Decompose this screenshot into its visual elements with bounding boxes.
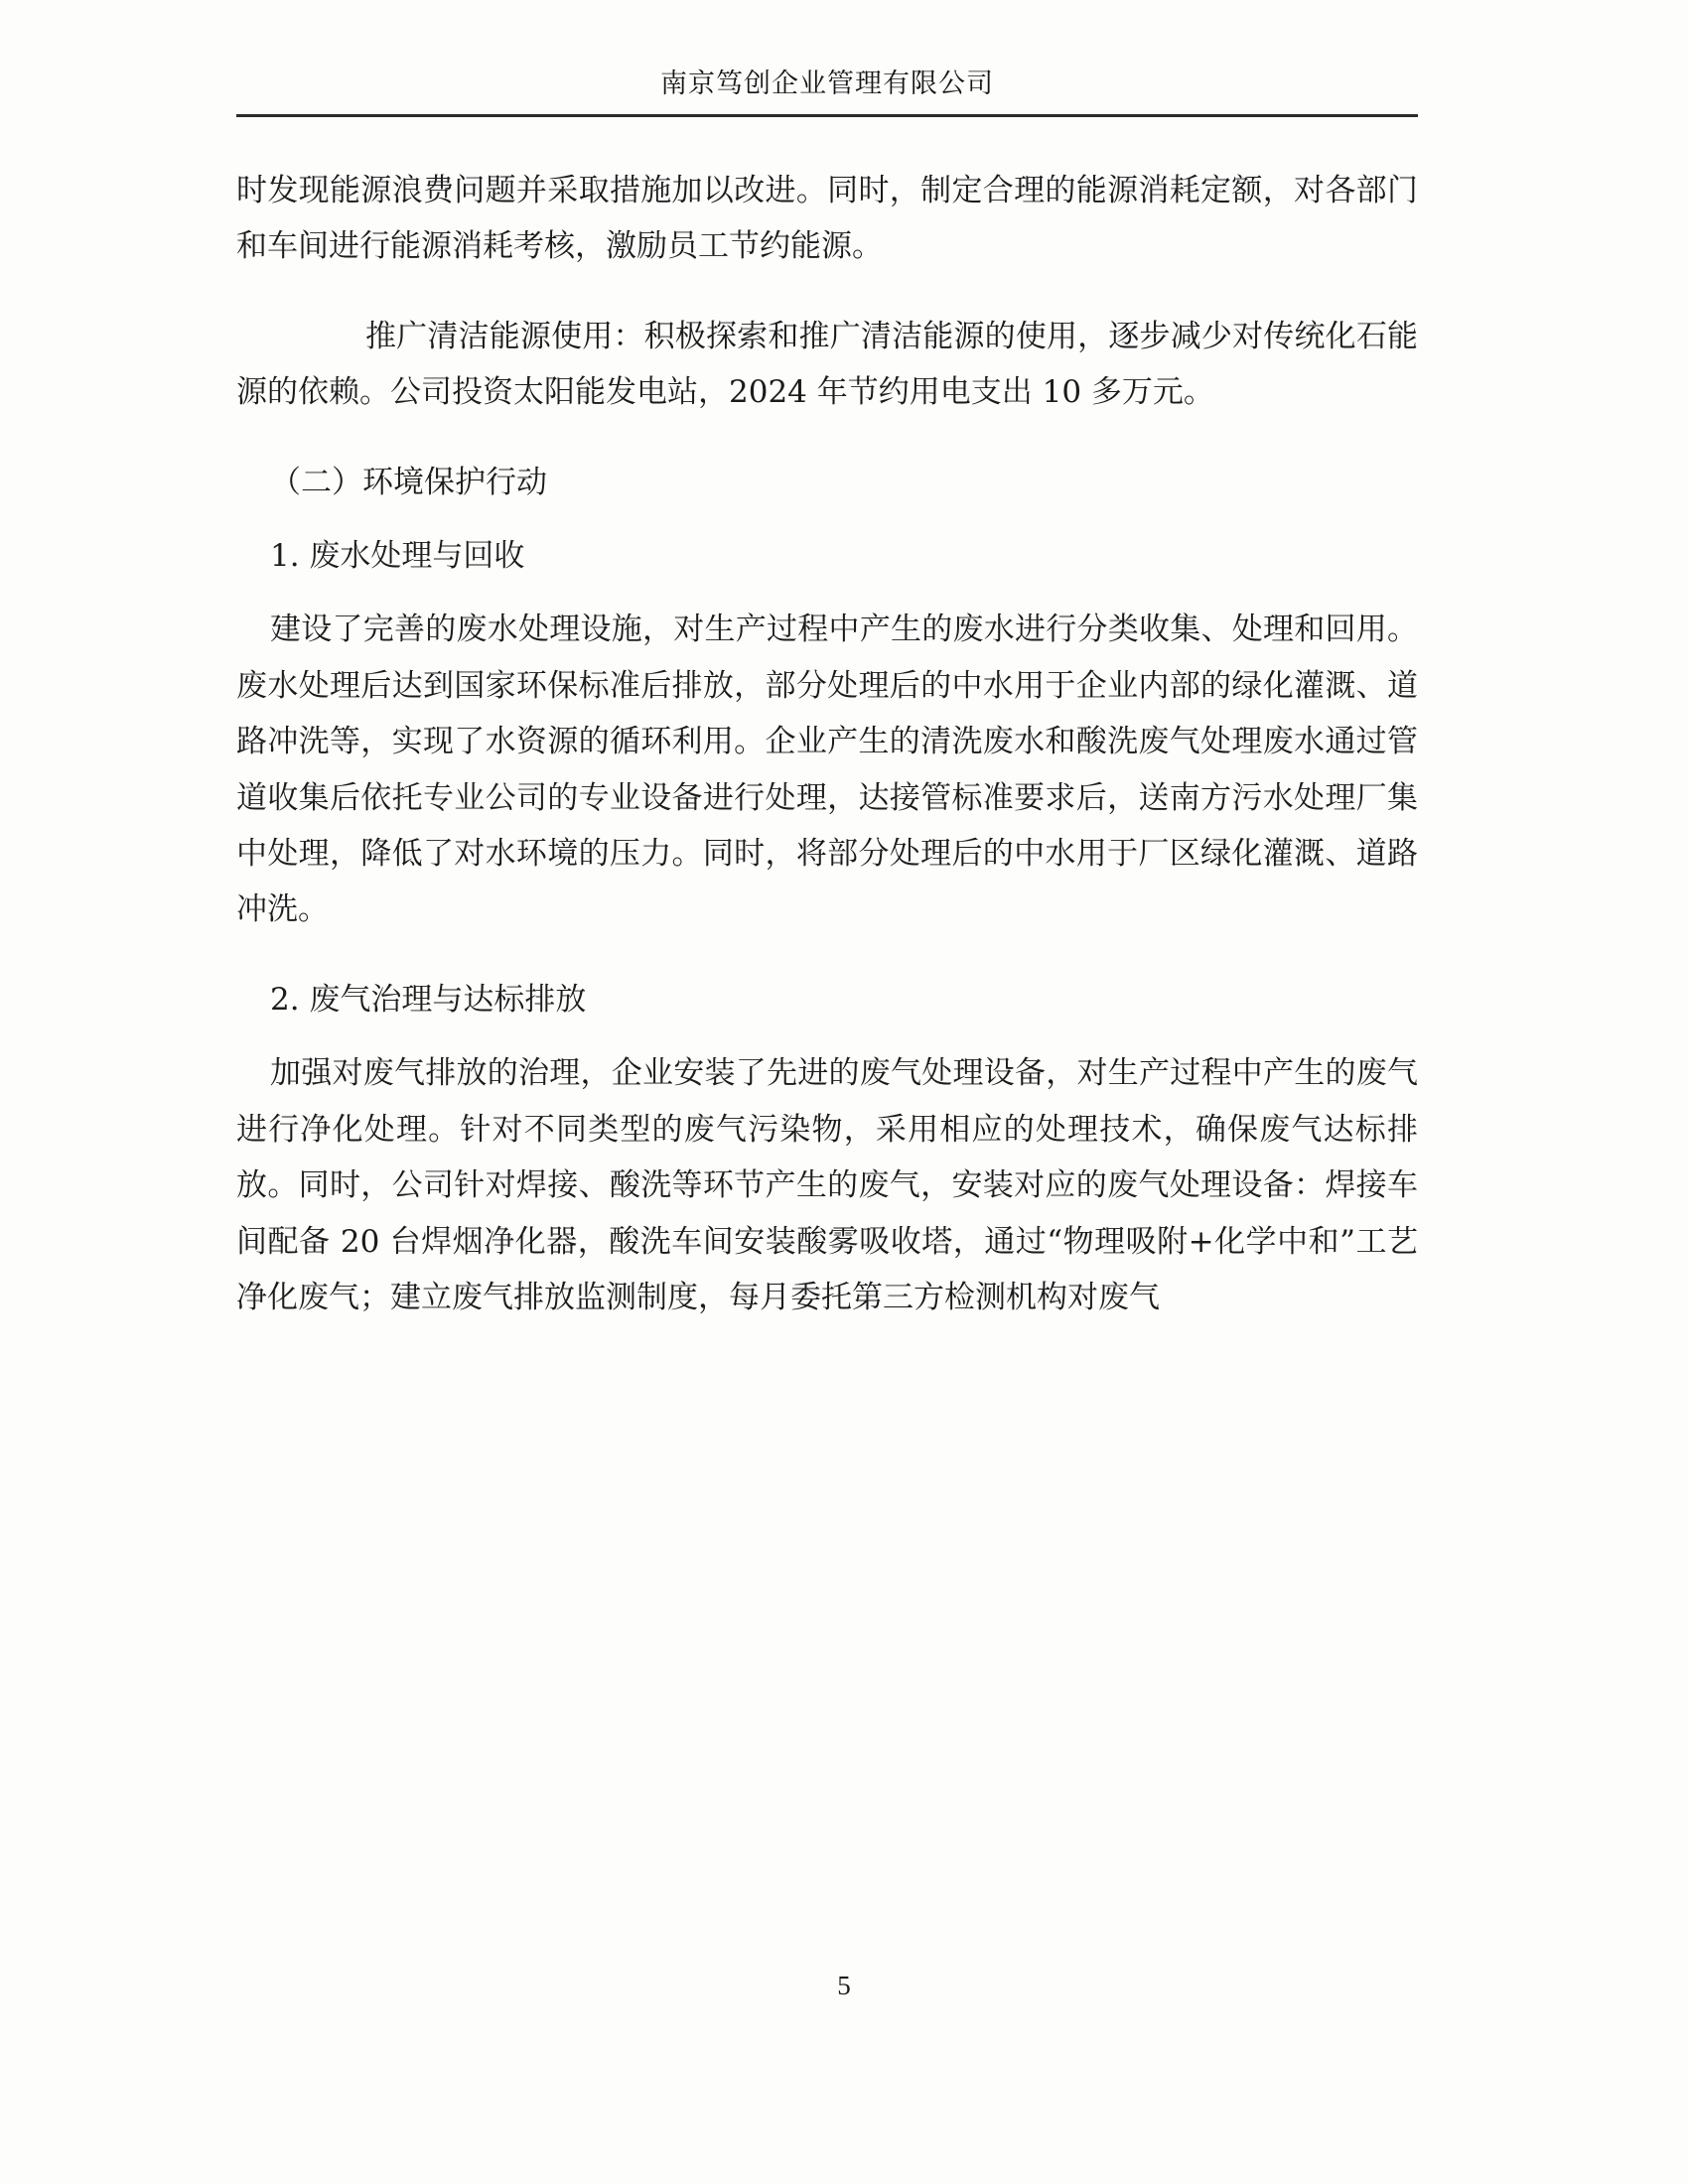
paragraph-waste-gas-body: 加强对废气排放的治理，企业安装了先进的废气处理设备，对生产过程中产生的废气进行净化处理。针对不同类型的废气污染物，采用相应的处理技术，确保废气达标排放。同时，公司针对焊接、酸洗等环节产生的废气，安装对应的废气处理设备：焊接车间配备 20 台焊烟净化器，酸洗车间安装酸雾吸收塔，通过“物理吸附+化学中和”工艺净化废气；建立废气排放监测制度，每月委托第三方检测机构对废气: [236, 1055, 1418, 1315]
heading-waste-gas: 2. 废气治理与达标排放: [270, 981, 587, 1018]
page-number: 5: [837, 1971, 851, 2000]
header-divider: [236, 114, 1418, 117]
page-content-frame: [236, 62, 1418, 1359]
paragraph-clean-energy: 推广清洁能源使用：积极探索和推广清洁能源的使用，逐步减少对传统化石能源的依赖。公司投资太阳能发电站，2024 年节约用电支出 10 多万元。: [236, 318, 1418, 411]
heading-wastewater: 1. 废水处理与回收: [270, 538, 525, 575]
page-header: 南京笃创企业管理有限公司: [660, 68, 994, 99]
paragraph-wastewater-body: 建设了完善的废水处理设施，对生产过程中产生的废水进行分类收集、处理和回用。废水处理后达到国家环保标准后排放，部分处理后的中水用于企业内部的绿化灌溉、道路冲洗等，实现了水资源的循环利用。企业产生的清洗废水和酸洗废气处理废水通过管道收集后依托专业公司的专业设备进行处理，达接管标准要求后，送南方污水处理厂集中处理，降低了对水环境的压力。同时，将部分处理后的中水用于厂区绿化灌溉、道路冲洗。: [236, 612, 1418, 928]
heading-section-two: （二）环境保护行动: [270, 464, 547, 500]
paragraph-energy-waste: 时发现能源浪费问题并采取措施加以改进。同时，制定合理的能源消耗定额，对各部门和车间进行能源消耗考核，激励员工节约能源。: [236, 173, 1418, 265]
document-body: [236, 163, 1418, 1325]
